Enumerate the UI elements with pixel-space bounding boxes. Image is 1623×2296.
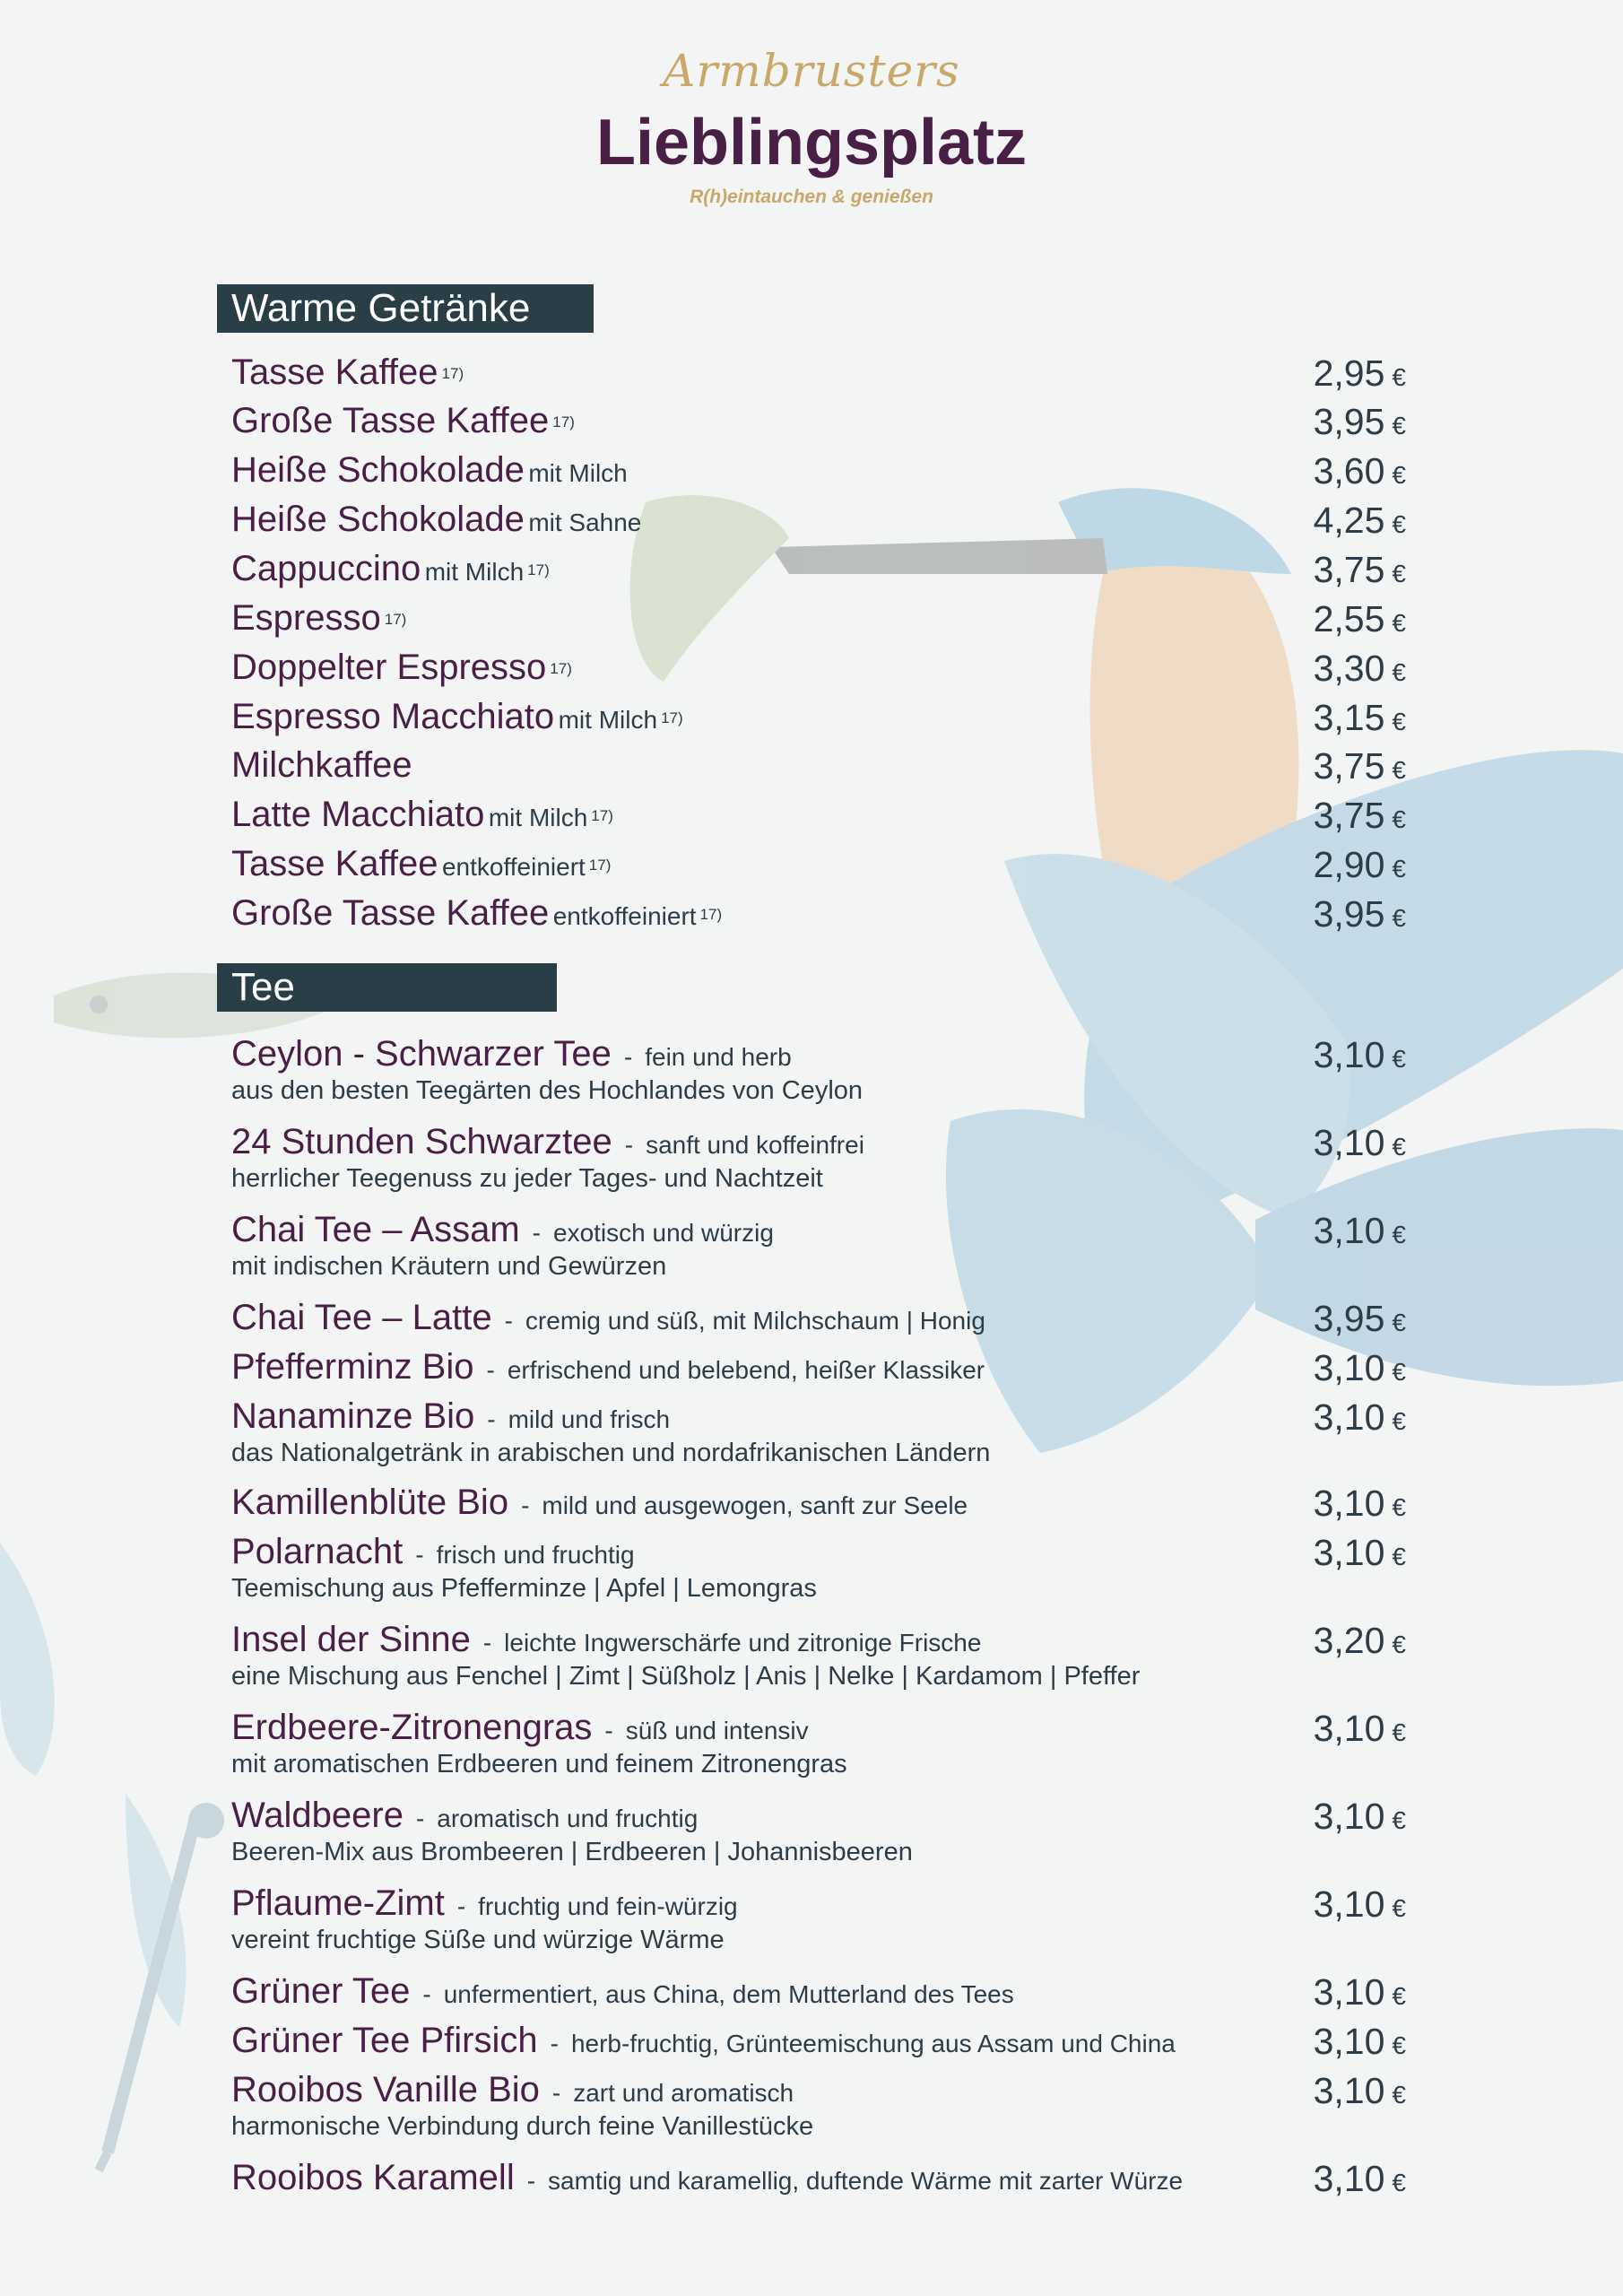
item-name: Chai Tee – Latte <box>231 1298 492 1337</box>
item-price <box>1314 1971 1406 2013</box>
item-name: Cappuccino <box>231 549 421 588</box>
menu-item <box>231 1971 1406 2012</box>
menu-item <box>231 352 1406 393</box>
dragonfly-icon <box>0 1543 55 1776</box>
currency-symbol: € <box>1392 2031 1406 2059</box>
item-description: fruchtig und fein-würzig <box>478 1892 738 1920</box>
price-value: 2,95 <box>1313 352 1385 394</box>
price-value: 3,10 <box>1313 1396 1385 1438</box>
item-modifier: mit Milch <box>558 706 658 734</box>
item-separator: - <box>550 2030 559 2057</box>
item-price <box>1314 1298 1406 1340</box>
item-description: mild und frisch <box>508 1405 671 1433</box>
item-separator: - <box>456 1892 466 1920</box>
currency-symbol: € <box>1392 1358 1406 1386</box>
price-value: 3,10 <box>1313 1347 1385 1388</box>
menu-item <box>231 2070 1406 2142</box>
item-name: Pflaume-Zimt <box>231 1883 445 1923</box>
menu-item <box>231 1396 1406 1468</box>
currency-symbol: € <box>1392 1806 1406 1834</box>
item-name: Ceylon - Schwarzer Tee <box>231 1034 612 1074</box>
item-separator: - <box>526 2167 536 2195</box>
item-name: Espresso <box>231 598 381 638</box>
menu-item <box>231 795 1406 835</box>
item-name: Polarnacht <box>231 1532 404 1571</box>
item-name: 24 Stunden Schwarztee <box>231 1122 612 1161</box>
item-price <box>1314 745 1406 787</box>
item-name: Grüner Tee Pfirsich <box>231 2021 538 2060</box>
allergen-note: 17) <box>552 413 575 430</box>
currency-symbol: € <box>1392 510 1406 538</box>
item-separator: - <box>532 1219 541 1247</box>
item-price <box>1314 795 1406 837</box>
item-price <box>1314 648 1406 690</box>
item-name: Espresso Macchiato <box>231 697 555 736</box>
allergen-note: 17) <box>661 709 683 726</box>
item-modifier: entkoffeiniert <box>441 853 586 881</box>
item-subdescription: mit aromatischen Erdbeeren und feinem Zitronengras <box>231 1750 847 1779</box>
tagline: R(h)eintauchen & genießen <box>690 187 933 207</box>
currency-symbol: € <box>1392 1309 1406 1336</box>
item-price <box>1314 549 1406 591</box>
menu-item <box>231 745 1406 786</box>
item-separator: - <box>415 1805 425 1832</box>
item-price <box>1314 844 1406 886</box>
item-price <box>1314 450 1406 492</box>
item-name: Chai Tee – Assam <box>231 1210 520 1249</box>
item-name: Kamillenblüte Bio <box>231 1483 509 1522</box>
item-price <box>1314 1034 1406 1076</box>
item-price <box>1314 1620 1406 1662</box>
currency-symbol: € <box>1392 805 1406 833</box>
allergen-note: 17) <box>384 610 407 628</box>
item-separator: - <box>486 1356 495 1384</box>
item-name: Rooibos Vanille Bio <box>231 2070 540 2109</box>
menu-item <box>231 893 1406 934</box>
menu-item <box>231 697 1406 737</box>
item-price <box>1314 1396 1406 1439</box>
item-name: Insel der Sinne <box>231 1620 471 1659</box>
item-price <box>1314 1883 1406 1926</box>
menu-item <box>231 1796 1406 1867</box>
item-name: Latte Macchiato <box>231 795 485 834</box>
item-subdescription: Beeren-Mix aus Brombeeren | Erdbeeren | Johannisbeeren <box>231 1838 913 1866</box>
price-value: 3,10 <box>1313 2158 1385 2199</box>
item-description: frisch und fruchtig <box>436 1541 635 1569</box>
allergen-note: 17) <box>527 561 550 578</box>
price-value: 3,15 <box>1313 697 1385 738</box>
item-separator: - <box>415 1541 424 1569</box>
item-price <box>1314 697 1406 739</box>
currency-symbol: € <box>1392 658 1406 686</box>
item-price <box>1314 1532 1406 1574</box>
price-value: 3,10 <box>1313 1532 1385 1573</box>
item-subdescription: eine Mischung aus Fenchel | Zimt | Süßholz | Anis | Nelke | Kardamom | Pfeffer <box>231 1662 1141 1691</box>
currency-symbol: € <box>1392 1133 1406 1161</box>
item-separator: - <box>551 2079 561 2107</box>
item-name: Heiße Schokolade <box>231 450 525 490</box>
item-name: Waldbeere <box>231 1796 404 1835</box>
item-description: samtig und karamellig, duftende Wärme mit zarter Würze <box>548 2167 1184 2195</box>
item-description: exotisch und würzig <box>553 1219 774 1247</box>
menu-item <box>231 598 1406 639</box>
menu-item <box>231 2158 1406 2198</box>
price-value: 3,10 <box>1313 1122 1385 1163</box>
menu-item <box>231 500 1406 540</box>
price-value: 3,10 <box>1313 1483 1385 1524</box>
item-subdescription: herrlicher Teegenuss zu jeder Tages- und Nachtzeit <box>231 1164 823 1193</box>
item-name: Grüner Tee <box>231 1971 411 2011</box>
price-value: 3,10 <box>1313 2070 1385 2111</box>
price-value: 3,60 <box>1313 450 1385 491</box>
item-price <box>1314 1210 1406 1252</box>
currency-symbol: € <box>1392 1543 1406 1570</box>
item-name: Rooibos Karamell <box>231 2158 515 2197</box>
menu-item <box>231 1708 1406 1779</box>
item-name: Doppelter Espresso <box>231 648 547 687</box>
price-value: 3,10 <box>1313 1971 1385 2013</box>
currency-symbol: € <box>1392 1982 1406 2010</box>
section-header-warm-drinks: Warme Getränke <box>217 284 594 333</box>
currency-symbol: € <box>1392 708 1406 735</box>
item-subdescription: harmonische Verbindung durch feine Vanillestücke <box>231 2112 814 2141</box>
item-price <box>1314 1122 1406 1164</box>
item-description: fein und herb <box>645 1043 792 1071</box>
item-description: süß und intensiv <box>625 1717 809 1744</box>
currency-symbol: € <box>1392 363 1406 391</box>
item-name: Große Tasse Kaffee <box>231 893 550 933</box>
item-name: Nanaminze Bio <box>231 1396 475 1436</box>
menu-item <box>231 1620 1406 1692</box>
item-separator: - <box>487 1405 496 1433</box>
item-name: Pfefferminz Bio <box>231 1347 474 1387</box>
price-value: 3,10 <box>1313 2021 1385 2062</box>
item-description: aromatisch und fruchtig <box>437 1805 699 1832</box>
item-price <box>1314 1796 1406 1838</box>
item-price <box>1314 352 1406 395</box>
item-description: sanft und koffeinfrei <box>646 1131 864 1159</box>
menu-item <box>231 2021 1406 2061</box>
menu-item <box>231 1532 1406 1604</box>
menu-item <box>231 844 1406 884</box>
item-price <box>1314 401 1406 443</box>
price-value: 3,10 <box>1313 1883 1385 1925</box>
price-value: 2,90 <box>1313 844 1385 885</box>
menu-item <box>231 401 1406 441</box>
menu-item <box>231 1034 1406 1106</box>
item-description: zart und aromatisch <box>573 2079 794 2107</box>
item-separator: - <box>521 1492 530 1519</box>
item-modifier: mit Milch <box>528 459 628 487</box>
currency-symbol: € <box>1392 1045 1406 1073</box>
price-value: 3,75 <box>1313 549 1385 590</box>
item-separator: - <box>422 1980 431 2008</box>
item-modifier: entkoffeiniert <box>552 902 697 930</box>
currency-symbol: € <box>1392 1894 1406 1922</box>
currency-symbol: € <box>1392 756 1406 784</box>
item-description: erfrischend und belebend, heißer Klassiker <box>507 1356 985 1384</box>
menu-item <box>231 1483 1406 1523</box>
item-name: Große Tasse Kaffee <box>231 401 550 440</box>
price-value: 3,95 <box>1313 1298 1385 1339</box>
currency-symbol: € <box>1392 560 1406 587</box>
menu-item <box>231 549 1406 589</box>
price-value: 3,75 <box>1313 745 1385 787</box>
item-name: Milchkaffee <box>231 745 412 785</box>
menu-item <box>231 450 1406 491</box>
price-value: 4,25 <box>1313 500 1385 541</box>
menu-item <box>231 1210 1406 1282</box>
item-description: mild und ausgewogen, sanft zur Seele <box>542 1492 968 1519</box>
item-description: herb-fruchtig, Grünteemischung aus Assam und China <box>570 2030 1176 2057</box>
section-header-tea: Tee <box>217 963 557 1012</box>
currency-symbol: € <box>1392 1493 1406 1521</box>
allergen-note: 17) <box>699 905 723 923</box>
item-name: Erdbeere-Zitronengras <box>231 1708 593 1747</box>
menu-item <box>231 1122 1406 1194</box>
item-subdescription: Teemischung aus Pfefferminze | Apfel | Lemongras <box>231 1574 817 1603</box>
menu-item <box>231 648 1406 688</box>
item-subdescription: aus den besten Teegärten des Hochlandes von Ceylon <box>231 1076 864 1105</box>
item-name: Tasse Kaffee <box>231 352 438 392</box>
allergen-note: 17) <box>591 806 613 824</box>
currency-symbol: € <box>1392 1718 1406 1746</box>
brand-script: Armbrusters <box>663 45 960 97</box>
price-value: 3,10 <box>1313 1796 1385 1837</box>
currency-symbol: € <box>1392 2081 1406 2109</box>
currency-symbol: € <box>1392 412 1406 439</box>
price-value: 3,30 <box>1313 648 1385 689</box>
currency-symbol: € <box>1392 855 1406 883</box>
item-price <box>1314 598 1406 640</box>
item-price <box>1314 1483 1406 1525</box>
item-description: leichte Ingwerschärfe und zitronige Frische <box>504 1629 982 1657</box>
currency-symbol: € <box>1392 461 1406 489</box>
item-modifier: mit Sahne <box>528 509 642 536</box>
price-value: 3,10 <box>1313 1210 1385 1251</box>
price-value: 3,95 <box>1313 893 1385 935</box>
currency-symbol: € <box>1392 609 1406 637</box>
menu-item <box>231 1883 1406 1955</box>
item-separator: - <box>482 1629 492 1657</box>
currency-symbol: € <box>1392 1407 1406 1435</box>
menu-item <box>231 1298 1406 1338</box>
item-price <box>1314 500 1406 542</box>
currency-symbol: € <box>1392 2169 1406 2196</box>
item-separator: - <box>604 1717 613 1744</box>
item-price <box>1314 893 1406 935</box>
item-price <box>1314 2070 1406 2112</box>
item-name: Heiße Schokolade <box>231 500 525 539</box>
item-modifier: mit Milch <box>424 558 525 586</box>
currency-symbol: € <box>1392 1631 1406 1658</box>
item-description: cremig und süß, mit Milchschaum | Honig <box>525 1307 985 1335</box>
allergen-note: 17) <box>441 364 464 382</box>
item-separator: - <box>504 1307 513 1335</box>
item-price <box>1314 1347 1406 1389</box>
price-value: 2,55 <box>1313 598 1385 639</box>
item-description: unfermentiert, aus China, dem Mutterland des Tees <box>443 1980 1014 2008</box>
price-value: 3,10 <box>1313 1034 1385 1075</box>
allergen-note: 17) <box>588 856 612 874</box>
item-name: Tasse Kaffee <box>231 844 438 883</box>
price-value: 3,10 <box>1313 1708 1385 1749</box>
item-price <box>1314 2158 1406 2200</box>
currency-symbol: € <box>1392 1221 1406 1248</box>
item-modifier: mit Milch <box>488 804 588 831</box>
item-separator: - <box>624 1131 634 1159</box>
item-subdescription: vereint fruchtige Süße und würzige Wärme <box>231 1926 725 1954</box>
item-price <box>1314 1708 1406 1750</box>
page-title: Lieblingsplatz <box>595 107 1028 178</box>
price-value: 3,95 <box>1313 401 1385 442</box>
item-price <box>1314 2021 1406 2063</box>
menu-item <box>231 1347 1406 1387</box>
price-value: 3,20 <box>1313 1620 1385 1661</box>
item-separator: - <box>623 1043 633 1071</box>
currency-symbol: € <box>1392 904 1406 932</box>
item-subdescription: das Nationalgetränk in arabischen und nordafrikanischen Ländern <box>231 1439 991 1467</box>
price-value: 3,75 <box>1313 795 1385 836</box>
item-subdescription: mit indischen Kräutern und Gewürzen <box>231 1252 667 1281</box>
allergen-note: 17) <box>550 659 572 677</box>
